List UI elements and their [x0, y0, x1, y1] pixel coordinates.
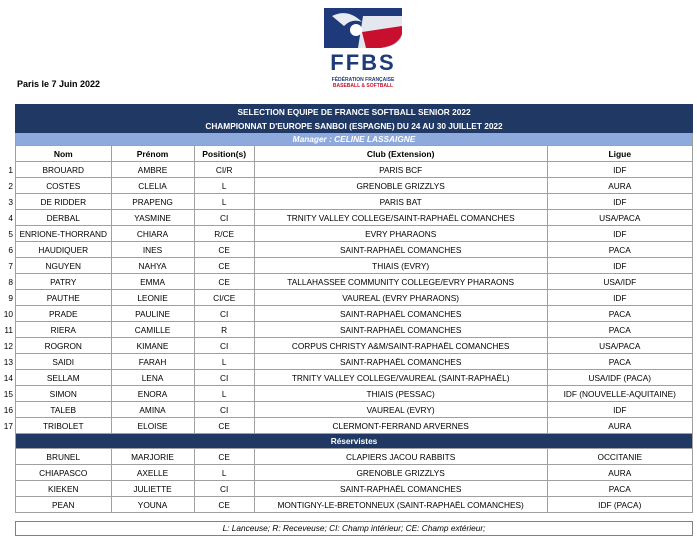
cell-nom: BRUNEL: [16, 449, 112, 465]
player-row: [16, 162, 693, 178]
row-number: 13: [3, 356, 13, 367]
cell-position: R/CE: [194, 226, 254, 242]
row-number: 11: [4, 324, 13, 335]
cell-position: CI: [194, 402, 254, 418]
position-legend: L: Lanceuse; R: Receveuse; CI: Champ intérieur; CE: Champ extérieur;: [15, 521, 693, 536]
cell-nom: CHIAPASCO: [16, 465, 112, 481]
player-row: [16, 322, 693, 338]
cell-club: TRNITY VALLEY COLLEGE/SAINT-RAPHAËL COMANCHES: [254, 210, 547, 226]
cell-club: PARIS BCF: [254, 162, 547, 178]
player-row: [16, 418, 693, 434]
row-number: 16: [3, 404, 13, 415]
cell-position: L: [194, 178, 254, 194]
player-row: [16, 258, 693, 274]
cell-ligue: PACA: [547, 242, 692, 258]
player-row: [16, 210, 693, 226]
cell-position: CI/R: [194, 162, 254, 178]
cell-ligue: IDF (PACA): [547, 497, 692, 513]
row-number: 15: [3, 388, 13, 399]
cell-ligue: IDF: [547, 162, 692, 178]
player-row: [16, 274, 693, 290]
cell-club: SAINT-RAPHAËL COMANCHES: [254, 242, 547, 258]
cell-club: VAUREAL (EVRY PHARAONS): [254, 290, 547, 306]
row-number: 4: [8, 212, 13, 223]
player-row: [16, 178, 693, 194]
row-number: 10: [3, 308, 13, 319]
row-number: 3: [8, 196, 13, 207]
row-number: 14: [3, 372, 13, 383]
manager-row: [16, 133, 693, 146]
cell-position: CE: [194, 449, 254, 465]
player-row: [16, 386, 693, 402]
cell-club: EVRY PHARAONS: [254, 226, 547, 242]
cell-club: TALLAHASSEE COMMUNITY COLLEGE/EVRY PHARAONS: [254, 274, 547, 290]
cell-position: CI/CE: [194, 290, 254, 306]
logo-text: FFBS: [330, 50, 396, 75]
cell-club: PARIS BAT: [254, 194, 547, 210]
cell-nom: DERBAL: [16, 210, 112, 226]
cell-position: CE: [194, 242, 254, 258]
cell-prenom: AXELLE: [111, 465, 194, 481]
cell-prenom: EMMA: [111, 274, 194, 290]
cell-ligue: AURA: [547, 418, 692, 434]
row-number: 2: [8, 180, 13, 191]
cell-club: CORPUS CHRISTY A&M/SAINT-RAPHAËL COMANCHES: [254, 338, 547, 354]
reserve-row: [16, 481, 693, 497]
ffbs-logo: [318, 6, 408, 92]
cell-ligue: USA/PACA: [547, 210, 692, 226]
cell-club: VAUREAL (EVRY): [254, 402, 547, 418]
cell-prenom: CHIARA: [111, 226, 194, 242]
cell-ligue: IDF: [547, 258, 692, 274]
player-row: [16, 242, 693, 258]
cell-position: CI: [194, 338, 254, 354]
cell-nom: SIMON: [16, 386, 112, 402]
cell-position: L: [194, 194, 254, 210]
table-title-row-2: [16, 119, 693, 133]
cell-ligue: PACA: [547, 354, 692, 370]
row-number: 12: [3, 340, 13, 351]
cell-club: THIAIS (EVRY): [254, 258, 547, 274]
cell-nom: ENRIONE-THORRAND: [16, 226, 112, 242]
cell-prenom: KIMANE: [111, 338, 194, 354]
cell-nom: ROGRON: [16, 338, 112, 354]
reserve-row: [16, 497, 693, 513]
player-row: [16, 226, 693, 242]
cell-club: GRENOBLE GRIZZLYS: [254, 178, 547, 194]
cell-club: CLERMONT-FERRAND ARVERNES: [254, 418, 547, 434]
header-position: Position(s): [194, 146, 254, 162]
cell-ligue: IDF: [547, 402, 692, 418]
cell-position: CE: [194, 418, 254, 434]
cell-club: GRENOBLE GRIZZLYS: [254, 465, 547, 481]
selection-table: [15, 104, 693, 513]
cell-prenom: PRAPENG: [111, 194, 194, 210]
row-number: 1: [8, 164, 13, 175]
cell-position: CE: [194, 497, 254, 513]
cell-nom: SAIDI: [16, 354, 112, 370]
reserve-title: Réservistes: [16, 434, 693, 449]
cell-position: CI: [194, 370, 254, 386]
cell-prenom: MARJORIE: [111, 449, 194, 465]
cell-nom: BROUARD: [16, 162, 112, 178]
player-row: [16, 194, 693, 210]
cell-position: CI: [194, 306, 254, 322]
cell-ligue: IDF (NOUVELLE-AQUITAINE): [547, 386, 692, 402]
cell-prenom: JULIETTE: [111, 481, 194, 497]
row-number: 8: [8, 276, 13, 287]
header-nom: Nom: [16, 146, 112, 162]
cell-prenom: YASMINE: [111, 210, 194, 226]
cell-prenom: LENA: [111, 370, 194, 386]
cell-position: L: [194, 465, 254, 481]
cell-position: R: [194, 322, 254, 338]
cell-club: MONTIGNY-LE-BRETONNEUX (SAINT-RAPHAËL COMANCHES): [254, 497, 547, 513]
player-row: [16, 354, 693, 370]
cell-ligue: IDF: [547, 226, 692, 242]
cell-ligue: USA/PACA: [547, 338, 692, 354]
cell-prenom: YOUNA: [111, 497, 194, 513]
cell-prenom: AMBRE: [111, 162, 194, 178]
header-prenom: Prénom: [111, 146, 194, 162]
cell-club: TRNITY VALLEY COLLEGE/VAUREAL (SAINT-RAPHAËL): [254, 370, 547, 386]
cell-club: SAINT-RAPHAËL COMANCHES: [254, 306, 547, 322]
cell-ligue: PACA: [547, 306, 692, 322]
cell-nom: COSTES: [16, 178, 112, 194]
column-header-row: [16, 146, 693, 162]
player-row: [16, 306, 693, 322]
cell-nom: DE RIDDER: [16, 194, 112, 210]
reserve-row: [16, 465, 693, 481]
cell-ligue: IDF: [547, 290, 692, 306]
reserve-row: [16, 449, 693, 465]
cell-prenom: CAMILLE: [111, 322, 194, 338]
cell-ligue: AURA: [547, 465, 692, 481]
cell-club: SAINT-RAPHAËL COMANCHES: [254, 322, 547, 338]
logo-subtitle-1: FÉDÉRATION FRANÇAISE: [331, 77, 395, 83]
cell-ligue: USA/IDF: [547, 274, 692, 290]
header-club: Club (Extension): [254, 146, 547, 162]
cell-nom: PATRY: [16, 274, 112, 290]
cell-club: SAINT-RAPHAËL COMANCHES: [254, 481, 547, 497]
reserve-header-row: [16, 434, 693, 449]
cell-club: THIAIS (PESSAC): [254, 386, 547, 402]
cell-prenom: CLELIA: [111, 178, 194, 194]
cell-prenom: ENORA: [111, 386, 194, 402]
cell-nom: PRADE: [16, 306, 112, 322]
player-row: [16, 338, 693, 354]
cell-prenom: FARAH: [111, 354, 194, 370]
cell-prenom: INES: [111, 242, 194, 258]
table-title-2: CHAMPIONNAT D'EUROPE SANBOI (ESPAGNE) DU 24 AU 30 JUILLET 2022: [16, 119, 693, 133]
cell-prenom: NAHYA: [111, 258, 194, 274]
cell-ligue: AURA: [547, 178, 692, 194]
cell-prenom: AMINA: [111, 402, 194, 418]
row-number: 6: [8, 244, 13, 255]
row-number: 9: [8, 292, 13, 303]
row-number: 7: [8, 260, 13, 271]
cell-position: CE: [194, 274, 254, 290]
cell-prenom: LEONIE: [111, 290, 194, 306]
cell-position: CI: [194, 210, 254, 226]
cell-club: CLAPIERS JACOU RABBITS: [254, 449, 547, 465]
cell-nom: TRIBOLET: [16, 418, 112, 434]
cell-nom: NGUYEN: [16, 258, 112, 274]
cell-nom: PEAN: [16, 497, 112, 513]
cell-nom: TALEB: [16, 402, 112, 418]
cell-nom: KIEKEN: [16, 481, 112, 497]
table-title-row-1: [16, 105, 693, 119]
logo-subtitle-2: BASEBALL & SOFTBALL: [332, 83, 394, 89]
ffbs-emblem-icon: [318, 6, 408, 50]
row-number: 17: [3, 420, 13, 431]
cell-ligue: PACA: [547, 481, 692, 497]
cell-nom: RIERA: [16, 322, 112, 338]
header-ligue: Ligue: [547, 146, 692, 162]
cell-position: L: [194, 386, 254, 402]
cell-ligue: OCCITANIE: [547, 449, 692, 465]
player-row: [16, 402, 693, 418]
cell-position: CI: [194, 481, 254, 497]
cell-nom: PAUTHE: [16, 290, 112, 306]
cell-club: SAINT-RAPHAËL COMANCHES: [254, 354, 547, 370]
cell-ligue: USA/IDF (PACA): [547, 370, 692, 386]
player-row: [16, 370, 693, 386]
player-row: [16, 290, 693, 306]
table-title-1: SELECTION EQUIPE DE FRANCE SOFTBALL SENIOR 2022: [16, 105, 693, 119]
manager-label: Manager : CELINE LASSAIGNE: [16, 133, 693, 146]
cell-nom: SELLAM: [16, 370, 112, 386]
cell-position: L: [194, 354, 254, 370]
cell-ligue: IDF: [547, 194, 692, 210]
document-date: Paris le 7 Juin 2022: [17, 79, 101, 89]
row-number: 5: [8, 228, 13, 239]
cell-ligue: PACA: [547, 322, 692, 338]
cell-prenom: PAULINE: [111, 306, 194, 322]
cell-position: CE: [194, 258, 254, 274]
cell-nom: HAUDIQUER: [16, 242, 112, 258]
cell-prenom: ELOISE: [111, 418, 194, 434]
